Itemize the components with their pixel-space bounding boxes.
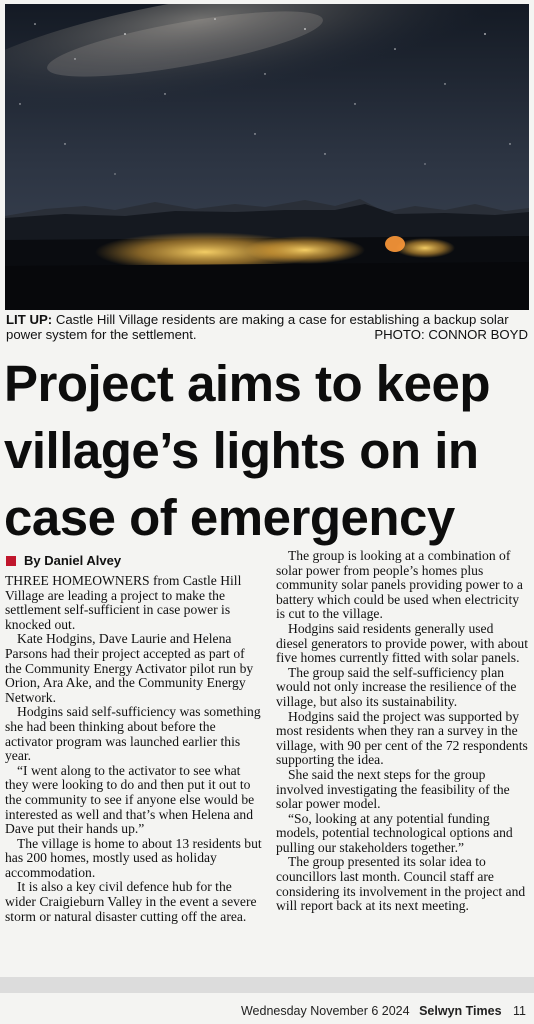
- paragraph: “So, looking at any potential funding models, potential technological options and pulling our stakeholders together.”: [276, 810, 513, 855]
- night-sky-landscape-icon: [5, 4, 529, 310]
- article-column-2: [276, 549, 528, 914]
- paragraph: “I went along to the activator to see what they were looking to do and then put it out to the community to see if anyone else would be interested as well and that’s when Helena and Dave put their hands up.”: [5, 762, 255, 837]
- paragraph: She said the next steps for the group involved investigating the feasibility of the solar power model.: [276, 766, 510, 812]
- footer-divider: [0, 977, 534, 993]
- article-column-1: [5, 574, 263, 924]
- footer-date: Wednesday November 6 2024: [240, 1004, 410, 1018]
- caption-lead: LIT UP:: [6, 312, 53, 327]
- photo-credit: PHOTO: CONNOR BOYD: [374, 327, 528, 342]
- article-headline: Project aims to keep village’s lights on in case of emergency: [4, 355, 491, 546]
- paragraph: It is also a key civil defence hub for the wider Craigieburn Valley in the event a severe storm or natural disaster cutting off the area.: [5, 879, 257, 924]
- byline: [6, 553, 121, 568]
- paragraph: The group said the self-sufficiency plan would not only increase the resilience of the village, but also its sustainability.: [276, 664, 517, 709]
- paragraph: Hodgins said the project was supported by most residents when they ran a survey in the village, with 90 per cent of the 72 respondents supporting the idea.: [276, 708, 528, 768]
- byline-square-icon: [6, 556, 16, 566]
- paragraph: The group is looking at a combination of solar power from people’s homes plus community solar panels providing power to a battery which could be used when electricity is cut to the village.: [276, 548, 523, 622]
- paragraph: Kate Hodgins, Dave Laurie and Helena Parsons had their project accepted as part of the Community Energy Activator pilot run by Orion, Ara Ake, and the Community Energy Network.: [5, 631, 254, 705]
- photo-caption: [6, 312, 530, 342]
- paragraph: The group presented its solar idea to councillors last month. Council staff are considering its involvement in the project and will report back at its next meeting.: [276, 854, 526, 914]
- paragraph: The village is home to about 13 residents but has 200 homes, mostly used as holiday accommodation.: [5, 835, 262, 880]
- byline-author: By Daniel Alvey: [24, 553, 122, 568]
- footer-publication: Selwyn Times: [419, 1004, 502, 1018]
- paragraph: Hodgins said self-sufficiency was something she had been thinking about before the activator program was launched earlier this year.: [5, 704, 261, 764]
- footer-page-number: 11: [513, 1004, 526, 1018]
- page-footer: [241, 1004, 526, 1018]
- night-sky-photo: [5, 4, 529, 310]
- caption-text: Castle Hill Village residents are making a case for establishing a backup solar power system for the settlement.: [6, 312, 509, 342]
- paragraph: THREE HOMEOWNERS from Castle Hill Village are leading a project to make the settlement self-sufficient in case power is knocked out.: [5, 573, 242, 632]
- paragraph: Hodgins said residents generally used diesel generators to provide power, with about five homes currently fitted with solar panels.: [276, 620, 529, 666]
